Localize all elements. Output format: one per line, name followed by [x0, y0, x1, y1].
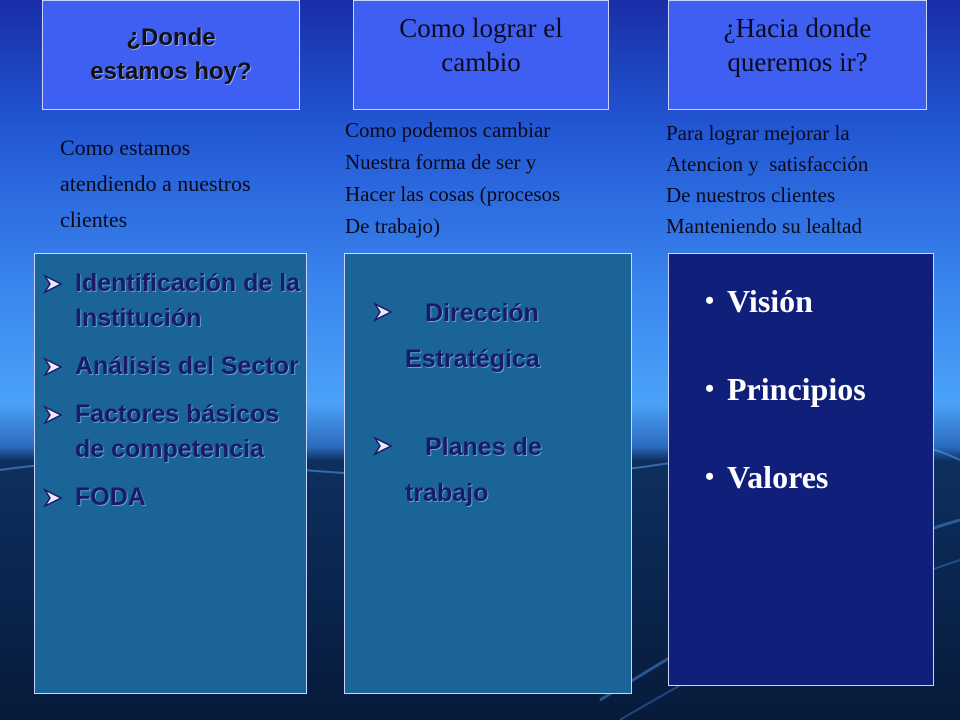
description-column-2: Como podemos cambiar Nuestra forma de ser y Hacer las cosas (procesos De trabajo): [345, 118, 561, 238]
description-column-1: Como estamos atendiendo a nuestros clientes: [60, 135, 251, 232]
list-item: Identificación de la Institución: [75, 266, 305, 336]
list-item: Dirección Estratégica: [373, 290, 623, 382]
list-item: FODA: [75, 480, 305, 515]
header-where-are-we: ¿Donde estamos hoy?: [42, 0, 300, 110]
arrow-bullet-icon: [43, 405, 63, 425]
header-where-to-go: ¿Hacia donde queremos ir?: [668, 0, 927, 110]
arrow-bullet-icon: [373, 302, 393, 322]
list-item: • Visión: [705, 280, 866, 322]
list-item: • Valores: [705, 456, 866, 498]
list-item: Análisis del Sector: [75, 349, 305, 384]
arrow-bullet-icon: [43, 488, 63, 508]
list-item: Planes de trabajo: [373, 424, 623, 516]
arrow-bullet-icon: [373, 436, 393, 456]
box-target-state: [668, 253, 934, 686]
list-item: • Principios: [705, 368, 866, 410]
arrow-bullet-icon: [43, 274, 63, 294]
box-current-state: [34, 253, 307, 694]
list-item: Factores básicos de competencia: [75, 397, 305, 467]
box-change-tools: [344, 253, 632, 694]
description-column-3: Para lograr mejorar la Atencion y satisfacción De nuestros clientes Manteniendo su lealtad: [666, 121, 869, 238]
arrow-bullet-icon: [43, 357, 63, 377]
header-how-to-change: Como lograr el cambio: [353, 0, 609, 110]
